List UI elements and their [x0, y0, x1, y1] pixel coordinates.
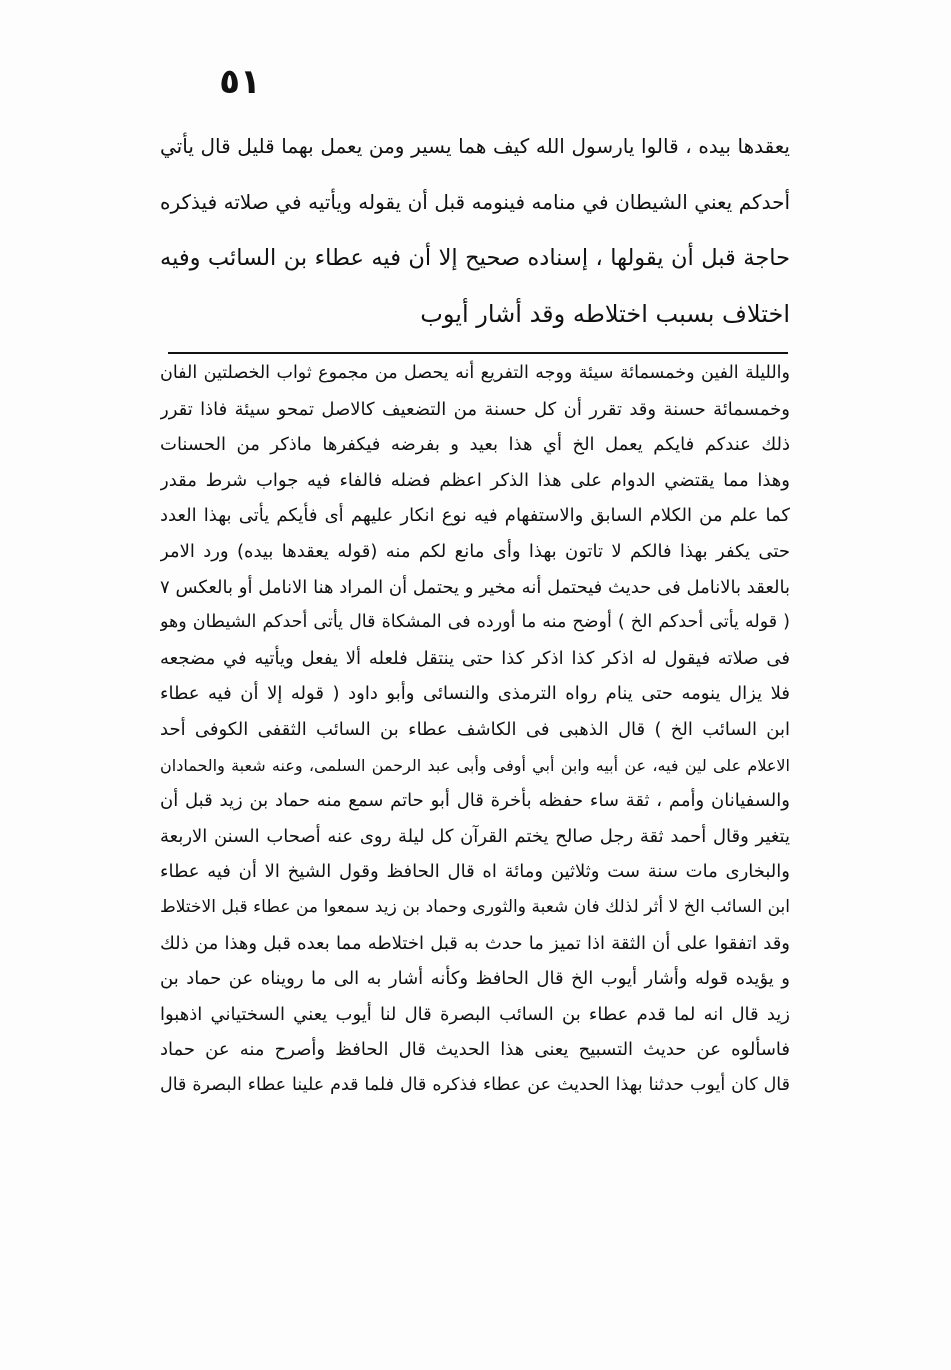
main-text-block — [160, 118, 790, 342]
commentary-line: قال كان أيوب حدثنا بهذا الحديث عن عطاء فذكره قال فلما قدم علينا عطاء البصرة قال — [160, 1074, 790, 1095]
commentary-line: بالعقد بالانامل فى حديث فيحتمل أنه مخير و يحتمل أن المراد هنا الانامل أو بالعكس ٧ — [160, 576, 790, 598]
commentary-line: فلا يزال ينومه حتى ينام رواه الترمذى والنسائى وأبو داود ( قوله إلا أن فيه عطاء — [160, 683, 790, 705]
commentary-line: ( قوله يأتى أحدكم الخ ) أوضح منه ما أورده فى المشكاة قال يأتى أحدكم الشيطان وهو — [160, 612, 790, 633]
commentary-line: فى صلاته فيقول له اذكر كذا اذكر كذا حتى ينتقل فلعله ألا يفعل ويأتيه في مضجعه — [160, 647, 790, 669]
commentary-line: يتغير وقال أحمد ثقة رجل صالح يختم القرآن كل ليلة روى عنه أصحاب السنن الاربعة — [160, 825, 790, 847]
footnote-divider — [168, 352, 788, 354]
main-text-line: أحدكم يعني الشيطان في منامه فينومه قبل أن يقوله ويأتيه في صلاته فيذكره — [160, 190, 790, 214]
commentary-line: ابن السائب الخ ) قال الذهبى فى الكاشف عطاء بن السائب الثقفى الكوفى أحد — [160, 718, 790, 740]
main-text-line: اختلاف بسبب اختلاطه وقد أشار أيوب — [420, 300, 790, 328]
commentary-line: فاسألوه عن حديث التسبيح يعنى هذا الحديث قال الحافظ وأصرح منه عن حماد — [160, 1039, 790, 1061]
commentary-line: الاعلام على لين فيه، عن أبيه وابن أبي أوفى وأبى عبد الرحمن السلمى، وعنه شعبة والحمادان — [160, 755, 790, 775]
commentary-line: والليلة الفين وخمسمائة سيئة ووجه التفريع أنه يحصل من مجموع ثواب الخصلتين الفان — [160, 363, 790, 383]
commentary-line: ذلك عندكم فايكم يعمل الخ أي هذا بعيد و بفرضه فيكفرها ماذكر من الحسنات — [160, 434, 790, 456]
main-text-line: حاجة قبل أن يقولها ، إسناده صحيح إلا أن فيه عطاء بن السائب وفيه — [160, 245, 790, 271]
main-text-line: يعقدها بيده ، قالوا يارسول الله كيف هما يسير ومن يعمل بهما قليل قال يأتي — [160, 134, 790, 158]
commentary-line: حتى يكفر بهذا فالكم لا تاتون بهذا وأى مانع لكم منه (قوله يعقدها بيده) ورد الامر — [160, 540, 790, 562]
commentary-line: و يؤيده قوله وأشار أيوب الخ قال الحافظ وكأنه أشار به الى ما رويناه عن حماد بن — [160, 968, 790, 990]
commentary-line: والبخارى مات سنة ست وثلاثين ومائة اه قال الحافظ وقول الشيخ الا أن فيه عطاء — [160, 861, 790, 883]
commentary-block — [160, 356, 790, 1103]
commentary-line: وخمسمائة حسنة وقد تقرر أن كل حسنة من التضعيف كالاصل تمحو سيئة فاذا تقرر — [160, 398, 790, 420]
commentary-line: زيد قال انه لما قدم عطاء بن السائب البصرة قال لنا أيوب يعني السختياني اذهبوا — [160, 1003, 790, 1025]
commentary-line: ابن السائب الخ لا أثر لذلك فان شعبة والثورى وحماد بن زيد سمعوا من عطاء قبل الاختلاط — [160, 896, 790, 917]
commentary-line: وقد اتفقوا على أن الثقة اذا تميز ما حدث به قبل اختلاطه مما بعده قبل وهذا من ذلك — [160, 932, 790, 954]
commentary-line: والسفيانان وأمم ، ثقة ساء حفظه بأخرة قال أبو حاتم سمع منه حماد بن زيد قبل أن — [160, 790, 790, 812]
page-number: ٥١ — [219, 62, 261, 102]
commentary-line: وهذا مما يقتضي الدوام على هذا الذكر اعظم فضله فالفاء فيه جواب شرط مقدر — [160, 469, 790, 491]
commentary-line: كما علم من الكلام السابق والاستفهام فيه نوع انكار عليهم أى فأيكم يأتى بهذا العدد — [160, 505, 790, 527]
